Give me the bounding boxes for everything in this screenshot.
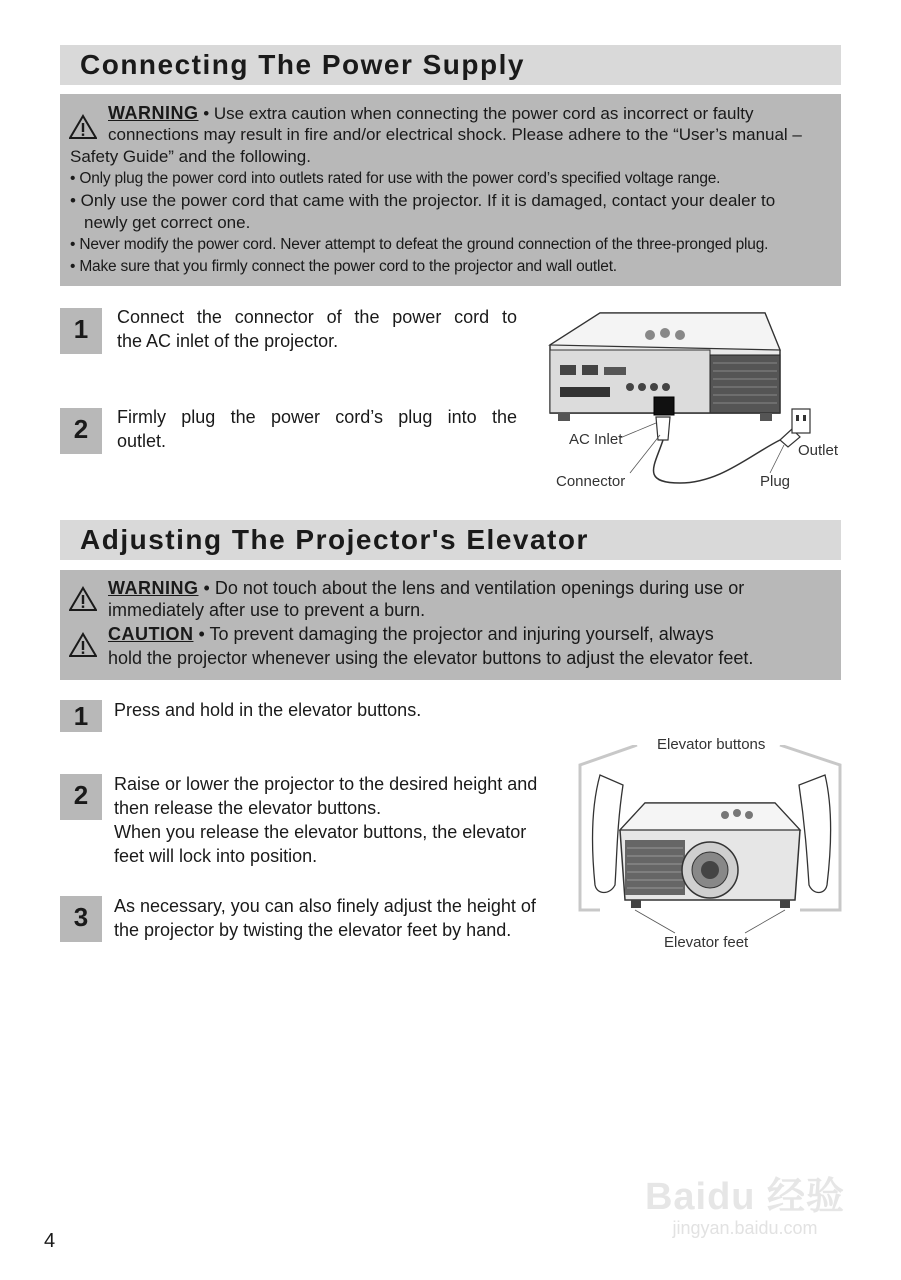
connector-label: Connector: [556, 473, 626, 490]
watermark-url: jingyan.baidu.com: [672, 1218, 818, 1238]
warning-label: WARNING: [108, 103, 199, 123]
warning-bullet: • Make sure that you firmly connect the power cord to the projector and wall outlet.: [70, 258, 617, 275]
watermark-brand: Baidu 经验: [644, 1176, 846, 1218]
section-title: Connecting The Power Supply: [80, 49, 525, 80]
page-number: 4: [44, 1230, 56, 1252]
step-number-badge: 1: [60, 700, 102, 732]
elevator-step-2-text: Raise or lower the projector to the desired height and then release the elevator buttons. When you release the elevator buttons, the elevator feet will lock into position.: [114, 774, 538, 866]
step-1-text: Connect the connector of the power cord to the AC inlet of the projector.: [117, 307, 517, 351]
warning-label: WARNING: [108, 578, 199, 598]
warning-box-power: [60, 94, 841, 286]
elevator-buttons-label: Elevator buttons: [653, 736, 769, 753]
projector-power-illustration: [530, 305, 850, 495]
warning-line-2: connections may result in fire and/or electrical shock. Please adhere to the “User’s manual –: [108, 125, 802, 144]
step-number-badge: 2: [60, 774, 102, 820]
caution-triangle-icon: [69, 632, 97, 658]
warning-bullet: • Only use the power cord that came with the projector. If it is damaged, contact your dealer to: [70, 191, 776, 210]
section-title: Adjusting The Projector's Elevator: [80, 524, 589, 555]
caution-line-2: hold the projector whenever using the elevator buttons to adjust the elevator feet.: [108, 648, 754, 668]
step-number-badge: 3: [60, 896, 102, 942]
elevator-step-3-text: As necessary, you can also finely adjust the height of the projector by twisting the elevator feet by hand.: [114, 896, 536, 940]
warning-line-2: immediately after use to prevent a burn.: [108, 600, 426, 620]
warning-triangle-icon: [69, 586, 97, 612]
step-2-text: Firmly plug the power cord’s plug into the outlet.: [117, 407, 517, 451]
outlet-label: Outlet: [798, 442, 839, 459]
elevator-step-1-text: Press and hold in the elevator buttons.: [114, 700, 422, 720]
warning-box-elevator: [60, 570, 841, 680]
section-header-elevator: [60, 520, 841, 560]
warning-bullet: • Only plug the power cord into outlets rated for use with the power cord’s specified voltage range.: [70, 170, 721, 187]
baidu-watermark: [640, 1165, 850, 1239]
warning-line-1: WARNING • Do not touch about the lens and ventilation openings during use or: [108, 578, 745, 598]
warning-line-1: WARNING • Use extra caution when connecting the power cord as incorrect or faulty: [108, 103, 754, 123]
section-header-power-supply: [60, 45, 841, 85]
caution-label: CAUTION: [108, 624, 194, 644]
warning-bullet: • Never modify the power cord. Never attempt to defeat the ground connection of the three-pronged plug.: [70, 236, 769, 253]
elevator-feet-label: Elevator feet: [664, 934, 749, 951]
warning-triangle-icon: [69, 114, 97, 140]
step-number-badge: 2: [60, 408, 102, 454]
step-number-badge: 1: [60, 308, 102, 354]
ac-inlet-label: AC Inlet: [569, 431, 623, 448]
caution-line-1: CAUTION • To prevent damaging the projector and injuring yourself, always: [108, 624, 714, 644]
elevator-illustration: [575, 745, 845, 935]
warning-bullet-cont: newly get correct one.: [84, 213, 251, 232]
warning-line-3: Safety Guide” and the following.: [70, 147, 311, 166]
plug-label: Plug: [760, 473, 791, 490]
